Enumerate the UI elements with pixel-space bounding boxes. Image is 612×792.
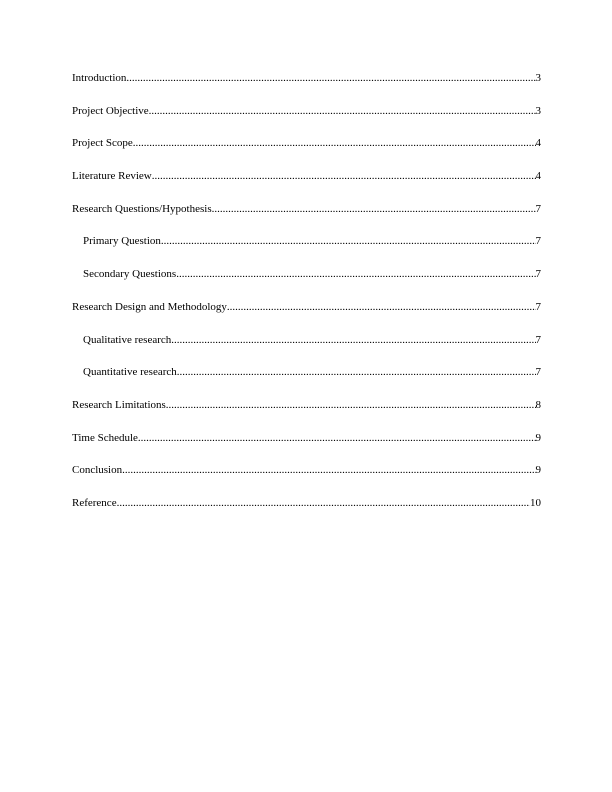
toc-dot-leader [126,70,535,86]
toc-page-number: 7 [535,300,541,313]
toc-entry-research-questions[interactable] [72,201,541,234]
toc-page-number: 10 [530,496,541,509]
toc-entry-research-design[interactable] [72,299,541,332]
toc-entry-title: Reference [72,496,117,509]
toc-page-number: 9 [535,464,541,477]
toc-entry-introduction[interactable] [72,70,541,103]
toc-entry-title: Quantitative research [83,366,177,379]
toc-dot-leader [122,462,535,478]
toc-dot-leader [117,495,530,511]
toc-entry-primary-question[interactable] [72,233,541,266]
toc-entry-time-schedule[interactable] [72,430,541,463]
toc-entry-conclusion[interactable] [72,462,541,495]
toc-entry-project-scope[interactable] [72,135,541,168]
toc-page-number: 7 [535,333,541,346]
toc-entry-quantitative-research[interactable] [72,364,541,397]
toc-dot-leader [176,266,535,282]
toc-dot-leader [177,364,536,380]
toc-page-number: 3 [535,104,541,117]
toc-dot-leader [149,103,536,119]
toc-entry-title: Project Scope [72,137,133,150]
toc-page-number: 7 [535,366,541,379]
toc-dot-leader [227,299,536,315]
toc-dot-leader [161,233,536,249]
toc-entry-title: Time Schedule [72,431,138,444]
toc-entry-reference[interactable] [72,495,541,528]
toc-page-number: 7 [535,268,541,281]
toc-dot-leader [138,430,536,446]
toc-dot-leader [212,201,536,217]
toc-entry-title: Qualitative research [83,333,172,346]
toc-entry-title: Introduction [72,72,127,84]
toc-page-number: 3 [535,72,541,84]
toc-page-number: 9 [535,431,541,444]
toc-page-number: 7 [535,202,541,215]
toc-dot-leader [133,135,536,151]
toc-entry-title: Research Design and Methodology [72,300,227,313]
toc-entry-title: Conclusion [72,464,123,477]
toc-entry-project-objective[interactable] [72,103,541,136]
toc-entry-research-limitations[interactable] [72,397,541,430]
toc-page-number: 8 [535,398,541,411]
toc-entry-title: Literature Review [72,170,152,183]
toc-entry-literature-review[interactable] [72,168,541,201]
toc-dot-leader [152,168,536,184]
toc-entry-qualitative-research[interactable] [72,332,541,365]
toc-dot-leader [171,332,535,348]
toc-dot-leader [166,397,536,413]
toc-entry-title: Project Objective [72,104,149,117]
toc-entry-title: Research Questions/Hypothesis [72,202,212,215]
table-of-contents [72,70,541,528]
toc-page-number: 4 [535,137,541,150]
toc-page-number: 7 [535,235,541,248]
toc-page-number: 4 [535,170,541,183]
toc-entry-title: Secondary Questions [83,268,177,281]
toc-entry-title: Research Limitations [72,398,166,411]
toc-entry-secondary-questions[interactable] [72,266,541,299]
toc-entry-title: Primary Question [83,235,161,248]
